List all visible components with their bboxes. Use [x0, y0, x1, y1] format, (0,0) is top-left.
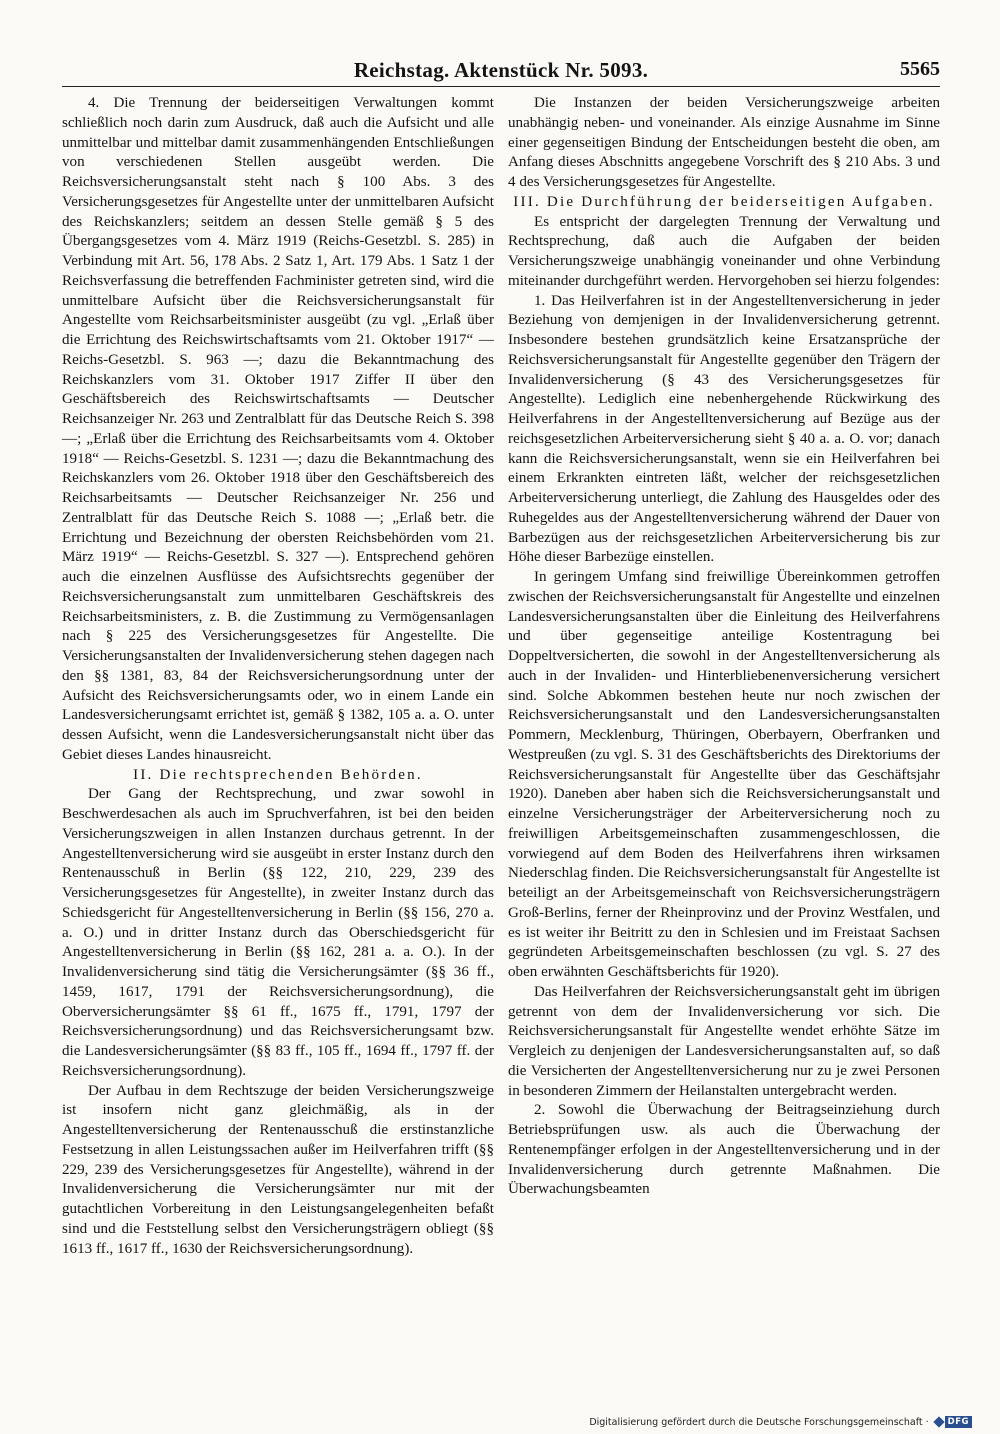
paragraph: Der Aufbau in dem Rechtszuge der beiden Versicherungszweige ist insofern nicht ganz gleichmäßig, als in der Angestelltenversicherung der Rentenausschuß die erstinstanzliche Festsetzung in allen Leistungssachen außer im Heilverfahren trifft (§§ 229, 239 des Versicherungsgesetzes für Angestellte), während in der Invalidenversicherung die Versicherungsämter nur mit der gutachtlichen Vorbereitung in den Leistungsangelegenheiten befaßt sind und die Feststellung selbst den Versicherungsträgern obliegt (§§ 1613 ff., 1617 ff., 1630 der Reichsversicherungsordnung).: [62, 1082, 494, 1257]
dfg-diamond-icon: [933, 1416, 944, 1427]
section-heading: II. Die rechtsprechenden Behörden.: [133, 766, 423, 783]
page-header: [62, 56, 940, 87]
dfg-logo-text: DFG: [945, 1416, 972, 1428]
left-column: [62, 94, 494, 1259]
right-column: [508, 94, 940, 1200]
paragraph: Es entspricht der dargelegten Trennung der Verwaltung und Rechtsprechung, daß auch die Aufgaben der beiden Versicherungszweige unabhängig voneinander und ohne Verbindung miteinander durchgeführt werden. Hervorgehoben sei hierzu folgendes:: [508, 213, 940, 289]
paragraph: Der Gang der Rechtsprechung, und zwar sowohl in Beschwerdesachen als auch im Spruchverfahren, ist bei den beiden Versicherungszweigen in allen Instanzen durchaus getrennt. In der Angestelltenversicherung wird sie ausgeübt in erster Instanz durch den Rentenausschuß in Berlin (§§ 122, 210, 229, 239 des Versicherungsgesetzes für Angestellte), in zweiter Instanz durch das Schiedsgericht für Angestelltenversicherung in Berlin (§§ 156, 270 a. a. O.) und in dritter Instanz durch das Oberschiedsgericht für Angestelltenversicherung in Berlin (§§ 162, 281 a. a. O.). In der Invalidenversicherung sind tätig die Versicherungsämter (§§ 36 ff., 1459, 1617, 1791 der Reichsversicherungsordnung), die Oberversicherungsämter §§ 61 ff., 1675 ff., 1791, 1797 der Reichsversicherungsordnung) und das Reichsversicherungsamt bzw. die Landesversicherungsämter (§§ 83 ff., 105 ff., 1694 ff., 1797 ff. der Reichsversicherungsordnung).: [62, 786, 494, 1079]
digitization-footer: [589, 1416, 972, 1428]
section-heading: III. Die Durchführung der beiderseitigen Aufgaben.: [513, 193, 935, 210]
page-number: 5565: [900, 58, 940, 80]
paragraph: 1. Das Heilverfahren ist in der Angestelltenversicherung in jeder Beziehung von demjenigen in der Invalidenversicherung getrennt. Insbesondere bestehen grundsätzlich keine Ersatzansprüche der Reichsversicherungsanstalt für Angestellte gegenüber den Trägern der Invalidenversicherung (§ 43 des Versicherungsgesetzes für Angestellte). Lediglich eine nebenhergehende Rückwirkung des Heilverfahrens in der Angestelltenversicherung auf Bezüge aus der reichsgesetzlichen Arbeiterversicherung sieht § 40 a. a. O. vor; danach kann die Reichsversicherungsanstalt, wenn sie ein Heilverfahren bei einem Erkrankten eintreten läßt, welcher der reichsgesetzlichen Arbeiterversicherung unterliegt, die Zahlung des Hausgeldes oder des Ruhegeldes aus der Angestelltenversicherung während der Dauer von Barbezügen aus der reichsgesetzlichen Arbeiterversicherung bis zur Höhe dieser Barbezüge einstellen.: [508, 292, 940, 566]
paragraph: In geringem Umfang sind freiwillige Übereinkommen getroffen zwischen der Reichsversicherungsanstalt für Angestellte und einzelnen Landesversicherungsanstalten über die Einleitung des Heilverfahrens und über gegenseitige anteilige Kostentragung bei Doppeltversicherten, die sowohl in der Angestelltenversicherung als auch in der Invaliden- und Hinterbliebenenversicherung versichert sind. Solche Abkommen bestehen heute nur noch zwischen der Reichsversicherungsanstalt und den Landesversicherungsanstalten Pommern, Mecklenburg, Thüringen, Oberbayern, Oberfranken und Westpreußen (zu vgl. S. 31 des Geschäftsberichts des Direktoriums der Reichsversicherungsanstalt für Angestellte über das Geschäftsjahr 1920). Daneben aber haben sich die Reichsversicherungsanstalt und einzelne Versicherungsträger der Arbeiterversicherung noch zu freiwilligen Arbeitsgemeinschaften zusammengeschlossen, die vorwiegend auf dem Boden des Heilverfahrens ihren wirksamen Niederschlag finden. Die Reichsversicherungsanstalt für Angestellte ist beteiligt an der Arbeitsgemeinschaft von Reichsversicherungsträgern Groß-Berlins, ferner der Rheinprovinz und der Provinz Westfalen, und es ist weiter ihr Beitritt zu den in Schlesien und im Freistaat Sachsen gegründeten Arbeitsgemeinschaften beschlossen (zu vgl. S. 27 des oben erwähnten Geschäftsberichts für 1920).: [508, 569, 940, 980]
paragraph: 4. Die Trennung der beiderseitigen Verwaltungen kommt schließlich noch darin zum Ausdruck, daß auch die Aufsicht und alle unmittelbar und mittelbar damit zusammenhängenden Entschließungen von verschiedenen Stellen ausgeübt werden. Die Reichsversicherungsanstalt steht nach § 100 Abs. 3 des Versicherungsgesetzes für Angestellte unter der unmittelbaren Aufsicht des Reichskanzlers; seitdem an dessen Stelle gemäß § 5 des Übergangsgesetzes vom 4. März 1919 (Reichs-Gesetzbl. S. 285) in Verbindung mit Art. 56, 178 Abs. 2 Satz 1, Art. 179 Abs. 1 Satz 1 der Reichsverfassung die betreffenden Fachminister getreten sind, wird die unmittelbare Aufsicht über die Reichsversicherungsanstalt für Angestellte vom Reichsarbeitsminister ausgeübt (zu vgl. „Erlaß über die Errichtung des Reichswirtschaftsamts vom 21. Oktober 1917“ — Reichs-Gesetzbl. S. 963 —; dazu die Bekanntmachung des Reichskanzlers vom 31. Oktober 1917 Ziffer II über den Geschäftsbereich des Reichswirtschaftsamts — Deutscher Reichsanzeiger Nr. 263 und Zentralblatt für das Deutsche Reich S. 398 —; „Erlaß über die Errichtung des Reichsarbeitsamts vom 4. Oktober 1918“ — Reichs-Gesetzbl. S. 1231 —; dazu die Bekanntmachung des Reichskanzlers vom 26. Oktober 1918 über den Geschäftsbereich des Reichsarbeitsamts — Deutscher Reichsanzeiger Nr. 256 und Zentralblatt für das Deutsche Reich S. 1088 —; „Erlaß betr. die Errichtung und Bezeichnung der obersten Reichsbehörden vom 21. März 1919“ — Reichs-Gesetzbl. S. 327 —). Entsprechend gehören auch die einzelnen Ausflüsse des Aufsichtsrechts gegenüber der Reichsversicherungsanstalt zum unmittelbaren Geschäftskreis des Reichsarbeitsministers, z. B. die Zustimmung zu Vermögensanlagen nach § 225 des Versicherungsgesetzes für Angestellte. Die Versicherungsanstalten der Invalidenversicherung stehen dagegen nach den §§ 1381, 83, 84 der Reichsversicherungsordnung unter der Aufsicht des Reichsversicherungsamts oder, wo in einem Lande ein Landesversicherungsamt errichtet ist, gemäß § 1382, 105 a. a. O. unter dessen Aufsicht, wenn die Landesversicherungsanstalt nicht über das Gebiet dieses Landes hinausreicht.: [62, 95, 494, 763]
paragraph: Das Heilverfahren der Reichsversicherungsanstalt geht im übrigen getrennt von dem der Invalidenversicherung vor sich. Die Reichsversicherungsanstalt für Angestellte wendet erhöhte Sätze im Vergleich zu denjenigen der Landesversicherungsanstalten auf, so daß die Versicherten der Angestelltenversicherung nur zu je zwei Personen in besonderen Zimmern der Heilanstalten untergebracht werden.: [508, 983, 940, 1099]
dfg-logo: [935, 1416, 972, 1428]
running-title: Reichstag. Aktenstück Nr. 5093.: [353, 58, 649, 82]
paragraph: 2. Sowohl die Überwachung der Beitragseinziehung durch Betriebsprüfungen usw. als auch die Überwachung der Rentenempfänger erfolgen in der Angestelltenversicherung und in der Invalidenversicherung durch getrennte Maßnahmen. Die Überwachungsbeamten: [508, 1102, 940, 1198]
footer-credit: Digitalisierung gefördert durch die Deutsche Forschungsgemeinschaft ·: [589, 1416, 929, 1428]
paragraph: Die Instanzen der beiden Versicherungszweige arbeiten unabhängig neben- und voneinander. Als einzige Ausnahme im Sinne einer gegenseitigen Bindung der Entscheidungen besteht die oben, am Anfang dieses Abschnitts angegebene Vorschrift des § 210 Abs. 3 und 4 des Versicherungsgesetzes für Angestellte.: [508, 95, 940, 190]
